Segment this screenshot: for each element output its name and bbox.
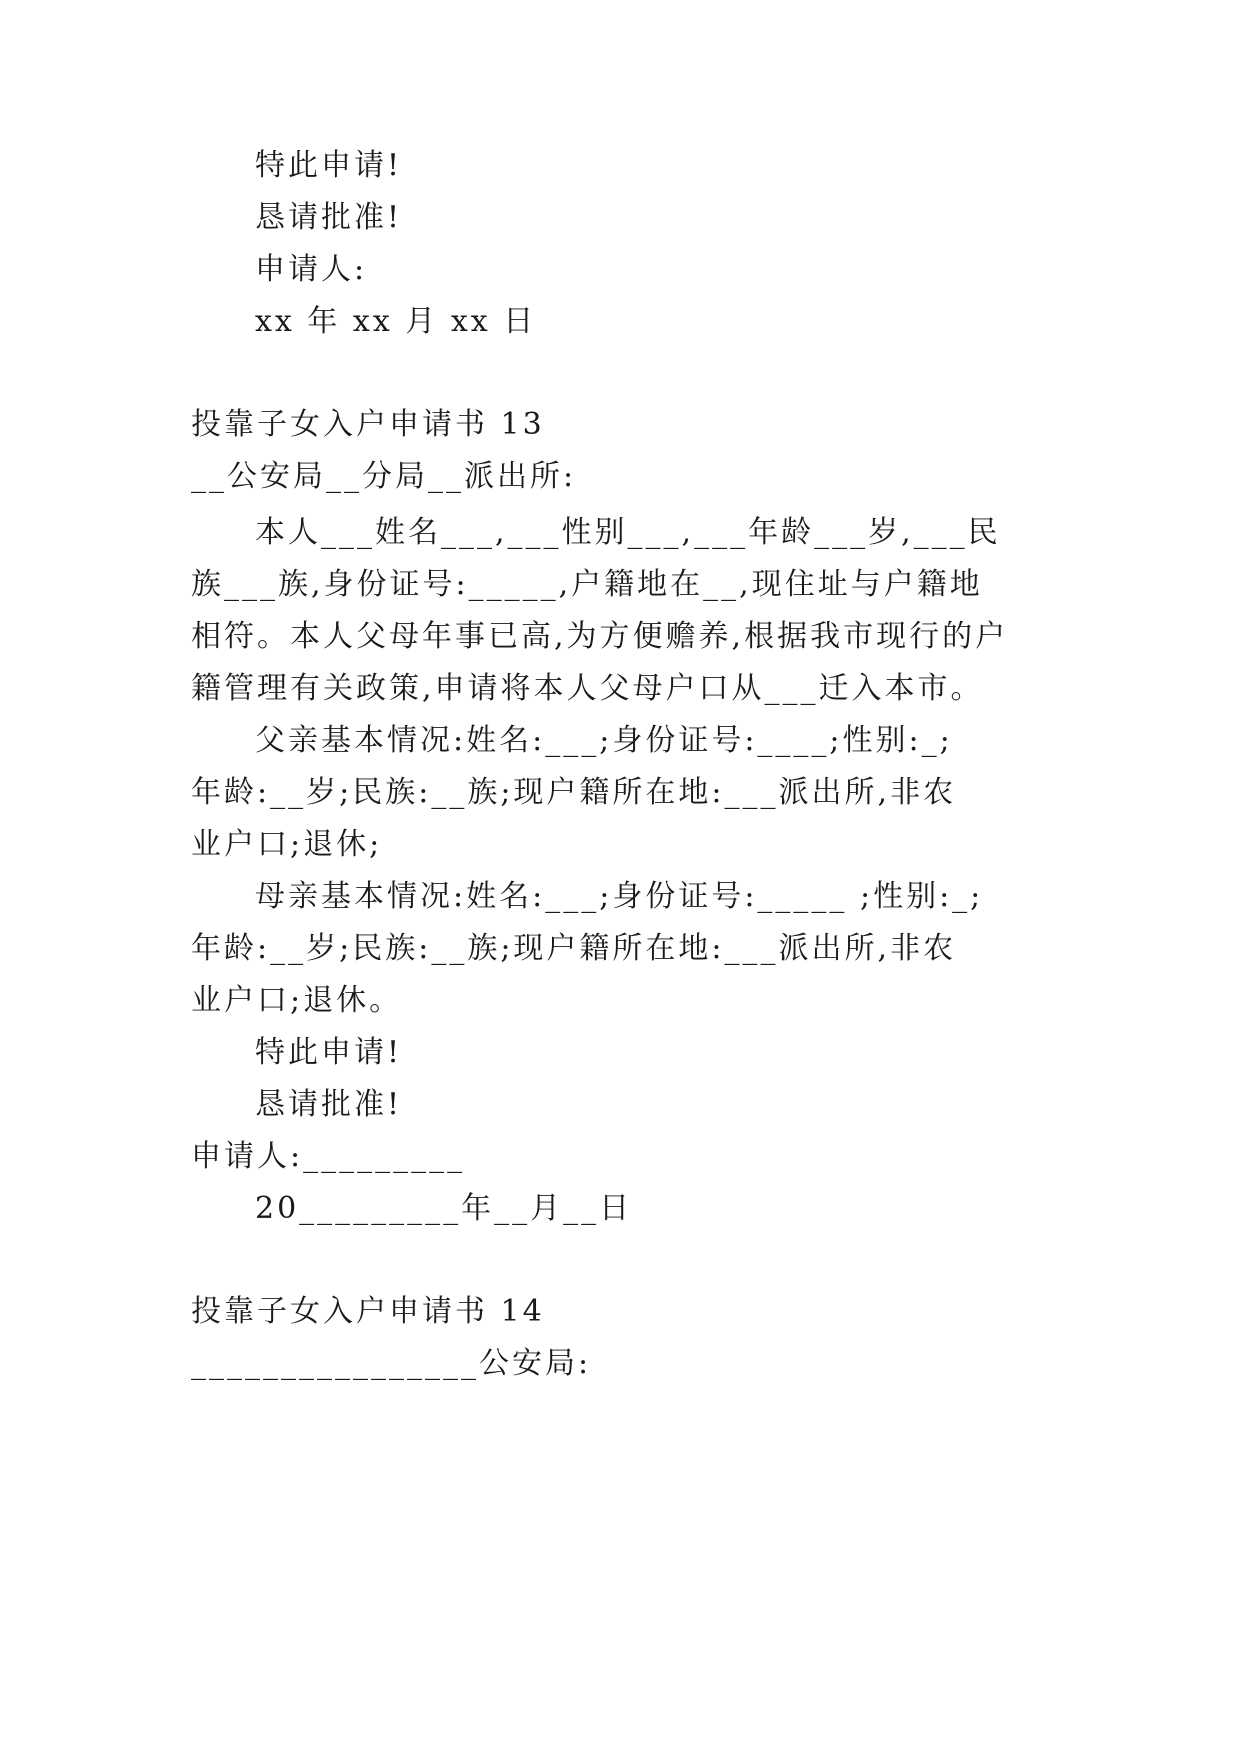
section-13-body-line-4: 籍管理有关政策,申请将本人父母户口从___迁入本市。	[191, 671, 984, 706]
prev-applicant: 申请人:	[255, 252, 368, 287]
father-info-line-3: 业户口;退休;	[191, 827, 383, 862]
mother-info-line-1: 母亲基本情况:姓名:___;身份证号:_____ ;性别:_;	[255, 879, 984, 914]
father-info-line-2: 年龄:__岁;民族:__族;现户籍所在地:___派出所,非农	[191, 775, 957, 810]
section-13-request: 恳请批准!	[255, 1087, 403, 1122]
section-13-applicant: 申请人:_________	[191, 1139, 466, 1174]
section-13-body-line-3: 相符。本人父母年事已高,为方便赡养,根据我市现行的户	[191, 619, 1009, 654]
section-13-body-line-1: 本人___姓名___,___性别___,___年龄___岁,___民	[255, 515, 1001, 550]
father-info-line-1: 父亲基本情况:姓名:___;身份证号:____;性别:_;	[255, 723, 953, 758]
section-13-body-line-2: 族___族,身份证号:_____,户籍地在__,现住址与户籍地	[191, 567, 983, 602]
section-13-addressee: __公安局__分局__派出所:	[191, 459, 577, 494]
section-13-title: 投靠子女入户申请书 13	[191, 407, 545, 442]
section-13-date: 20_________年__月__日	[255, 1191, 633, 1226]
section-14-title: 投靠子女入户申请书 14	[191, 1294, 545, 1329]
prev-date: xx 年 xx 月 xx 日	[255, 304, 537, 339]
mother-info-line-2: 年龄:__岁;民族:__族;现户籍所在地:___派出所,非农	[191, 931, 957, 966]
prev-closing: 特此申请!	[255, 148, 403, 183]
mother-info-line-3: 业户口;退休。	[191, 983, 403, 1018]
section-13-closing: 特此申请!	[255, 1035, 403, 1070]
prev-request: 恳请批准!	[255, 200, 403, 235]
section-14-addressee: ________________公安局:	[191, 1346, 592, 1381]
